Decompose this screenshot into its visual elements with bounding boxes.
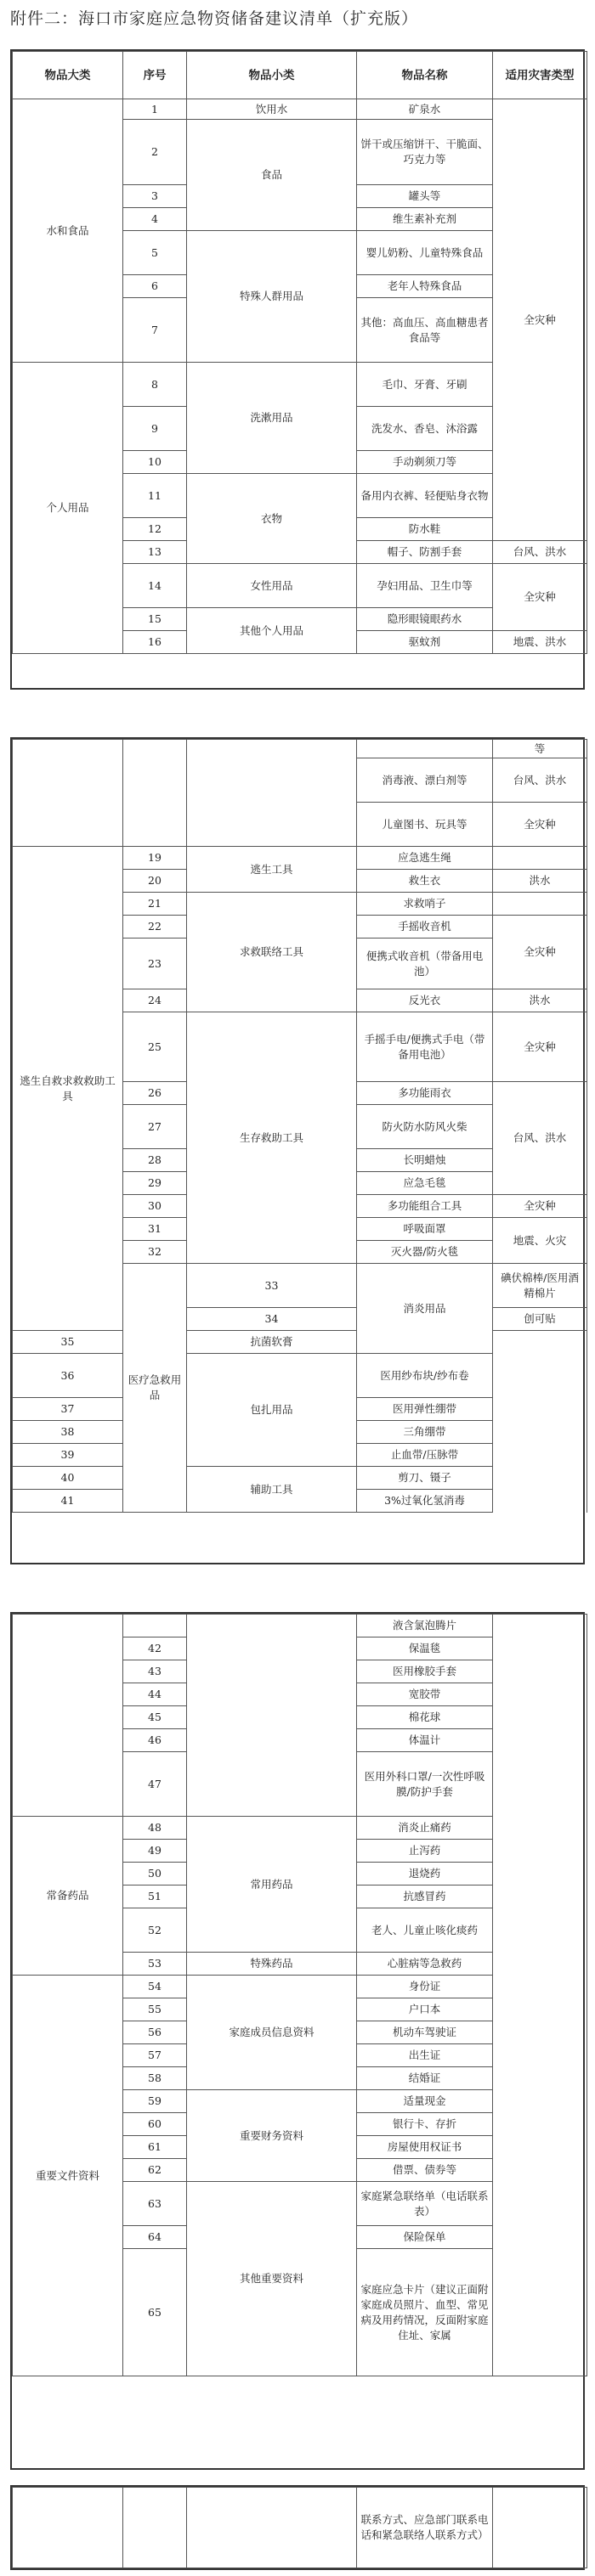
table-row (13, 1467, 587, 1490)
item-name: 剪刀、镊子 (357, 1467, 493, 1490)
row-number: 11 (123, 474, 187, 518)
item-name: 医用橡胶手套 (357, 1660, 493, 1683)
item-name: 老年人特殊食品 (357, 275, 493, 298)
row-number: 29 (123, 1172, 187, 1195)
disaster-cell (493, 2488, 587, 2568)
disaster-cell: 全灾种 (493, 1195, 587, 1218)
category-cell: 常备药品 (13, 1817, 123, 1976)
item-name: 驱蚊剂 (357, 631, 493, 654)
table-segment-4 (10, 2485, 585, 2570)
page-title: 附件二：海口市家庭应急物资储备建议清单（扩充版） (10, 9, 419, 28)
table-segment-2 (10, 737, 585, 1564)
subcategory-cell (187, 1615, 357, 1817)
row-number: 64 (123, 2226, 187, 2249)
category-cell: 水和食品 (13, 99, 123, 363)
item-name: 医用纱布块/纱布卷 (357, 1354, 493, 1398)
table-row (13, 2488, 587, 2568)
row-number: 44 (123, 1683, 187, 1706)
item-name: 家庭应急卡片（建议正面附家庭成员照片、血型、常见病及用药情况，反面附家庭住址、家属 (357, 2249, 493, 2376)
row-number: 52 (123, 1908, 187, 1953)
row-number: 35 (13, 1331, 123, 1354)
item-name: 毛巾、牙膏、牙刷 (357, 363, 493, 407)
header-number: 序号 (123, 52, 187, 99)
category-cell: 重要文件资料 (13, 1976, 123, 2376)
item-name: 三角绷带 (357, 1421, 493, 1444)
subcategory-cell: 重要财务资料 (187, 2090, 357, 2182)
table-segment-3 (10, 1612, 585, 2470)
category-cell (13, 2488, 123, 2568)
row-number: 53 (123, 1953, 187, 1976)
row-number: 40 (13, 1467, 123, 1490)
row-number: 3 (123, 185, 187, 208)
row-number: 10 (123, 451, 187, 474)
disaster-cell: 全灾种 (493, 916, 587, 989)
row-number: 6 (123, 275, 187, 298)
row-number: 23 (123, 939, 187, 989)
row-number: 51 (123, 1885, 187, 1908)
table-segment-1 (10, 49, 585, 690)
item-name: 罐头等 (357, 185, 493, 208)
inventory-table (12, 1614, 587, 2376)
item-name: 老人、儿童止咳化痰药 (357, 1908, 493, 1953)
row-number: 4 (123, 208, 187, 231)
category-cell: 个人用品 (13, 363, 123, 654)
item-name: 防火防水防风火柴 (357, 1105, 493, 1149)
item-name: 户口本 (357, 1998, 493, 2021)
row-number: 49 (123, 1840, 187, 1863)
row-number: 34 (187, 1308, 357, 1331)
item-name: 抗感冒药 (357, 1885, 493, 1908)
item-name: 手摇收音机 (357, 916, 493, 939)
item-name: 止泻药 (357, 1840, 493, 1863)
item-name: 医用外科口罩/一次性呼吸膜/防护手套 (357, 1752, 493, 1817)
category-cell: 逃生自救求救救助工具 (13, 847, 123, 1331)
item-name (357, 740, 493, 758)
row-number (123, 2488, 187, 2568)
item-name: 体温计 (357, 1729, 493, 1752)
header-disaster-type: 适用灾害类型 (493, 52, 587, 99)
row-number: 62 (123, 2159, 187, 2182)
item-name: 止血带/压脉带 (357, 1444, 493, 1467)
item-name: 手动剃须刀等 (357, 451, 493, 474)
header-subcategory: 物品小类 (187, 52, 357, 99)
row-number: 19 (123, 847, 187, 870)
item-name: 应急逃生绳 (357, 847, 493, 870)
subcategory-cell: 其他个人用品 (187, 608, 357, 654)
row-number: 63 (123, 2182, 187, 2226)
row-number: 60 (123, 2113, 187, 2136)
subcategory-cell: 女性用品 (187, 564, 357, 608)
disaster-cell: 地震、洪水 (493, 631, 587, 654)
inventory-table (12, 51, 587, 654)
row-number: 50 (123, 1863, 187, 1885)
inventory-table (12, 2487, 587, 2568)
item-name: 矿泉水 (357, 99, 493, 120)
item-name: 结婚证 (357, 2067, 493, 2090)
header-category: 物品大类 (13, 52, 123, 99)
item-name: 儿童图书、玩具等 (357, 803, 493, 847)
subcategory-cell: 家庭成员信息资料 (187, 1976, 357, 2090)
disaster-cell (493, 1615, 587, 2376)
row-number: 41 (13, 1490, 123, 1513)
row-number: 27 (123, 1105, 187, 1149)
item-name: 宽胶带 (357, 1683, 493, 1706)
item-name: 隐形眼镜眼药水 (357, 608, 493, 631)
item-name: 饼干或压缩饼干、干脆面、巧克力等 (357, 120, 493, 185)
item-name: 3%过氧化氢消毒 (357, 1490, 493, 1513)
row-number: 16 (123, 631, 187, 654)
subcategory-cell: 消炎用品 (357, 1264, 493, 1354)
row-number: 45 (123, 1706, 187, 1729)
subcategory-cell: 衣物 (187, 474, 357, 564)
item-name: 适量现金 (357, 2090, 493, 2113)
row-number: 59 (123, 2090, 187, 2113)
item-name: 反光衣 (357, 989, 493, 1012)
item-name: 其他：高血压、高血糖患者食品等 (357, 298, 493, 363)
table-row (13, 1354, 587, 1398)
item-name: 孕妇用品、卫生巾等 (357, 564, 493, 608)
item-name: 求救哨子 (357, 893, 493, 916)
subcategory-cell (187, 740, 357, 847)
subcategory-cell: 包扎用品 (187, 1354, 357, 1467)
row-number: 55 (123, 1998, 187, 2021)
row-number: 32 (123, 1241, 187, 1264)
item-name: 应急毛毯 (357, 1172, 493, 1195)
category-cell (13, 1615, 123, 1817)
row-number: 38 (13, 1421, 123, 1444)
row-number (123, 1615, 187, 1637)
item-name: 抗菌软膏 (187, 1331, 357, 1354)
disaster-cell: 全灾种 (493, 564, 587, 631)
row-number: 39 (13, 1444, 123, 1467)
row-number: 36 (13, 1354, 123, 1398)
row-number: 58 (123, 2067, 187, 2090)
table-row (13, 99, 587, 120)
row-number: 42 (123, 1637, 187, 1660)
row-number: 31 (123, 1218, 187, 1241)
row-number: 2 (123, 120, 187, 185)
item-name: 消毒液、漂白剂等 (357, 758, 493, 803)
item-name: 液含氯泡腾片 (357, 1615, 493, 1637)
row-number: 8 (123, 363, 187, 407)
row-number: 48 (123, 1817, 187, 1840)
row-number: 14 (123, 564, 187, 608)
item-name: 退烧药 (357, 1863, 493, 1885)
disaster-cell: 台风、洪水 (493, 541, 587, 564)
table-row (13, 847, 587, 870)
category-cell (13, 740, 123, 847)
subcategory-cell: 其他重要资料 (187, 2182, 357, 2376)
subcategory-cell: 逃生工具 (187, 847, 357, 893)
item-name: 银行卡、存折 (357, 2113, 493, 2136)
table-row (13, 1615, 587, 1637)
table-header-row (13, 52, 587, 99)
disaster-cell: 洪水 (493, 989, 587, 1012)
disaster-cell (493, 847, 587, 870)
table-row (13, 740, 587, 758)
row-number: 56 (123, 2021, 187, 2044)
row-number: 22 (123, 916, 187, 939)
disaster-cell: 等 (493, 740, 587, 758)
subcategory-cell: 生存救助工具 (187, 1012, 357, 1264)
row-number: 7 (123, 298, 187, 363)
row-number: 24 (123, 989, 187, 1012)
item-name: 救生衣 (357, 870, 493, 893)
disaster-cell: 地震、火灾 (493, 1218, 587, 1264)
disaster-cell: 全灾种 (493, 803, 587, 847)
row-number: 28 (123, 1149, 187, 1172)
item-name: 多功能组合工具 (357, 1195, 493, 1218)
row-number: 12 (123, 518, 187, 541)
item-name: 房屋使用权证书 (357, 2136, 493, 2159)
item-name: 棉花球 (357, 1706, 493, 1729)
subcategory-cell: 特殊人群用品 (187, 231, 357, 363)
subcategory-cell: 常用药品 (187, 1817, 357, 1953)
row-number: 21 (123, 893, 187, 916)
item-name: 便携式收音机（带备用电池） (357, 939, 493, 989)
subcategory-cell: 饮用水 (187, 99, 357, 120)
row-number: 26 (123, 1082, 187, 1105)
item-name: 灭火器/防火毯 (357, 1241, 493, 1264)
item-name: 婴儿奶粉、儿童特殊食品 (357, 231, 493, 275)
inventory-table (12, 739, 587, 1513)
row-number (123, 740, 187, 847)
item-name: 呼吸面罩 (357, 1218, 493, 1241)
header-item: 物品名称 (357, 52, 493, 99)
item-name: 心脏病等急救药 (357, 1953, 493, 1976)
category-cell: 医疗急救用品 (123, 1264, 187, 1513)
disaster-cell: 全灾种 (493, 1012, 587, 1082)
item-name: 身份证 (357, 1976, 493, 1998)
item-name: 出生证 (357, 2044, 493, 2067)
item-name: 维生素补充剂 (357, 208, 493, 231)
row-number: 30 (123, 1195, 187, 1218)
subcategory-cell: 特殊药品 (187, 1953, 357, 1976)
subcategory-cell: 辅助工具 (187, 1467, 357, 1513)
row-number: 15 (123, 608, 187, 631)
row-number: 65 (123, 2249, 187, 2376)
row-number: 37 (13, 1398, 123, 1421)
item-name: 家庭紧急联络单（电话联系表） (357, 2182, 493, 2226)
disaster-cell: 洪水 (493, 870, 587, 893)
item-name: 帽子、防割手套 (357, 541, 493, 564)
row-number: 47 (123, 1752, 187, 1817)
subcategory-cell: 求救联络工具 (187, 893, 357, 1012)
row-number: 54 (123, 1976, 187, 1998)
disaster-cell (493, 893, 587, 916)
item-name: 碘伏棉棒/医用酒精棉片 (493, 1264, 587, 1308)
item-name: 洗发水、香皂、沐浴露 (357, 407, 493, 451)
item-name: 备用内衣裤、轻便贴身衣物 (357, 474, 493, 518)
row-number: 20 (123, 870, 187, 893)
item-name: 创可贴 (493, 1308, 587, 1331)
item-name: 长明蜡烛 (357, 1149, 493, 1172)
row-number: 13 (123, 541, 187, 564)
row-number: 9 (123, 407, 187, 451)
subcategory-cell: 洗漱用品 (187, 363, 357, 474)
item-name: 机动车驾驶证 (357, 2021, 493, 2044)
row-number: 57 (123, 2044, 187, 2067)
item-name: 手摇手电/便携式手电（带备用电池） (357, 1012, 493, 1082)
item-name: 消炎止痛药 (357, 1817, 493, 1840)
item-name: 借票、债券等 (357, 2159, 493, 2182)
subcategory-cell (187, 2488, 357, 2568)
row-number: 43 (123, 1660, 187, 1683)
item-name: 医用弹性绷带 (357, 1398, 493, 1421)
item-name: 多功能雨衣 (357, 1082, 493, 1105)
row-number: 46 (123, 1729, 187, 1752)
disaster-cell: 台风、洪水 (493, 1082, 587, 1195)
disaster-cell: 台风、洪水 (493, 758, 587, 803)
item-name: 保险保单 (357, 2226, 493, 2249)
row-number: 1 (123, 99, 187, 120)
item-name: 联系方式、应急部门联系电话和紧急联络人联系方式） (357, 2488, 493, 2568)
row-number: 25 (123, 1012, 187, 1082)
subcategory-cell: 食品 (187, 120, 357, 231)
row-number: 61 (123, 2136, 187, 2159)
item-name: 防水鞋 (357, 518, 493, 541)
row-number: 5 (123, 231, 187, 275)
table-row (13, 1331, 587, 1354)
disaster-cell: 全灾种 (493, 99, 587, 541)
item-name: 保温毯 (357, 1637, 493, 1660)
row-number: 33 (187, 1264, 357, 1308)
